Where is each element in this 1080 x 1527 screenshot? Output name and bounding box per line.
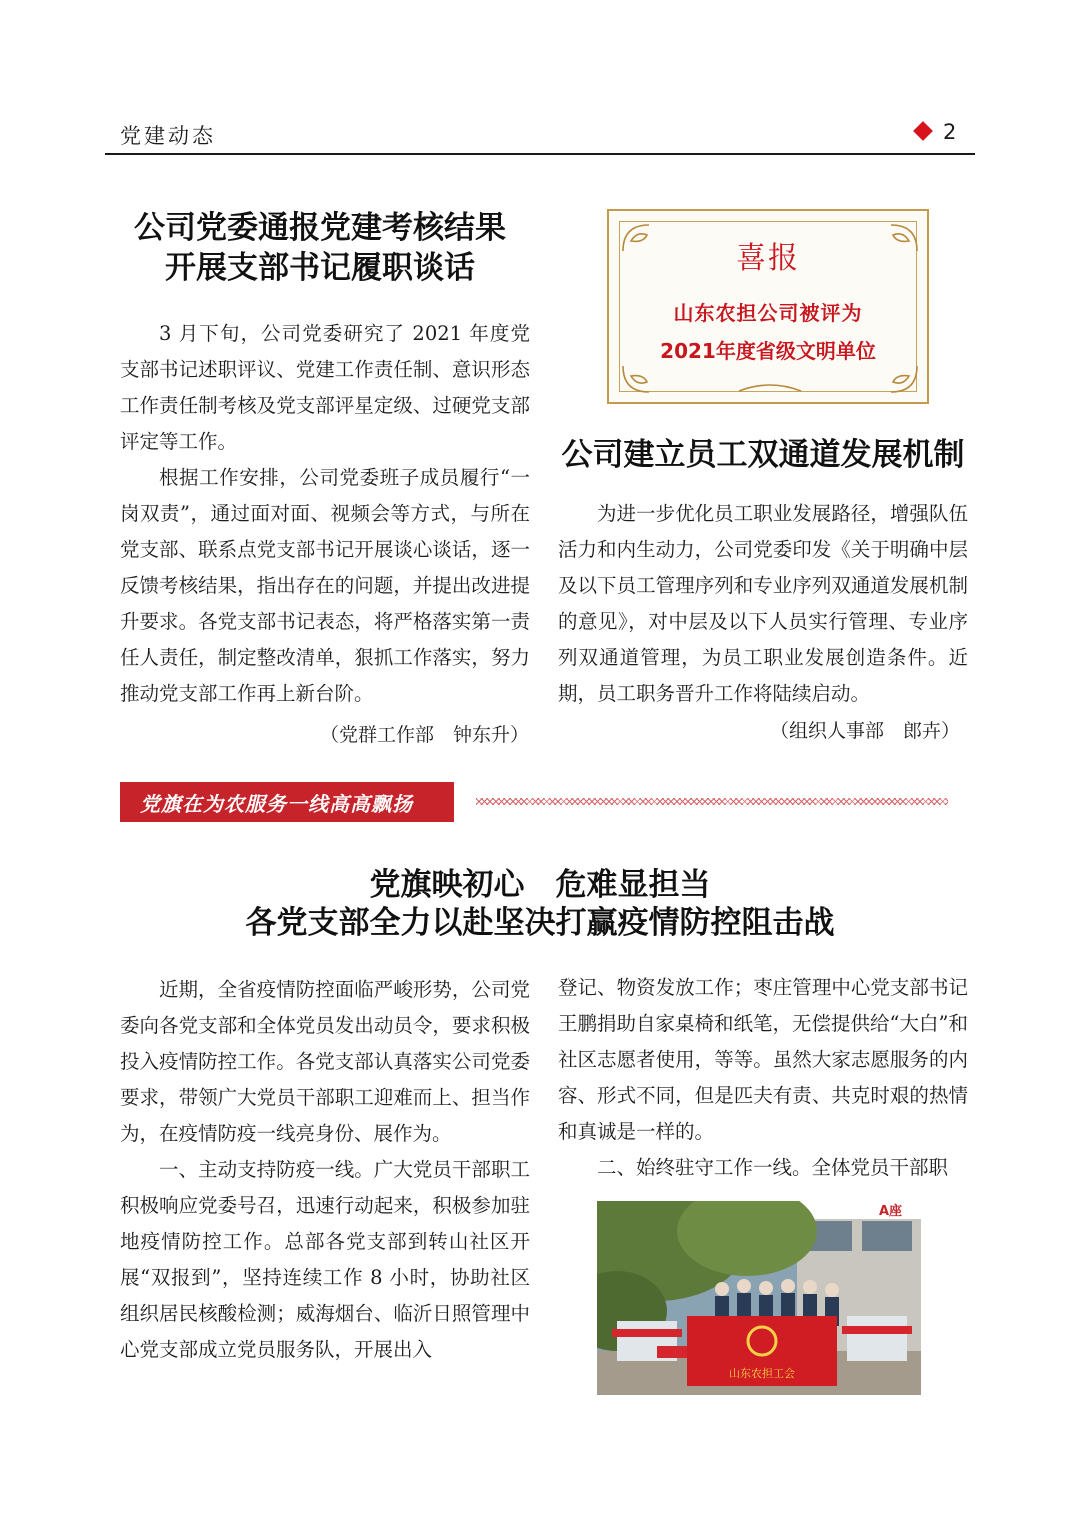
article1-body: [120, 316, 530, 712]
section-header-title: 党建动态: [120, 124, 216, 148]
volunteers-photo: [597, 1201, 921, 1395]
photo-banner-text: 山东农担工会: [729, 1367, 795, 1380]
certificate-line2: 2021年度省级文明单位: [660, 339, 876, 363]
article2-paragraph: 为进一步优化员工职业发展路径，增强队伍活力和内生动力，公司党委印发《关于明确中层及以下员工管理序列和专业序列双通道发展机制的意见》，对中层及以下人员实行管理、专业序列双通道管理，为员工职业发展创造条件。近期，员工职务晋升工作将陆续启动。: [558, 502, 968, 705]
article3-paragraph: 一、主动支持防疫一线。广大党员干部职工积极响应党委号召，迅速行动起来，积极参加驻地疫情防控工作。总部各党支部到转山社区开展“双报到”，坚持连续工作 8 小时，协助社区组织居民核酸检测；威海烟台、临沂日照管理中心党支部成立党员服务队，开展出入: [120, 1158, 530, 1361]
article3-paragraph: 近期，全省疫情防控面临严峻形势，公司党委向各党支部和全体党员发出动员令，要求积极投入疫情防控工作。各党支部认真落实公司党委要求，带领广大党员干部职工迎难而上、担当作为，在疫情防疫一线亮身份、展作为。: [120, 978, 530, 1145]
article1-paragraph: 3 月下旬，公司党委研究了 2021 年度党支部书记述职评议、党建工作责任制、意识形态工作责任制考核及党支部评星定级、过硬党支部评定等工作。: [120, 322, 530, 453]
section-banner-label: 党旗在为农服务一线高高飘扬: [140, 792, 413, 816]
article2-title: 公司建立员工双通道发展机制: [561, 437, 965, 473]
certificate-title: 喜报: [736, 241, 800, 276]
article3-title-line2: 各党支部全力以赴坚决打赢疫情防控阻击战: [245, 905, 835, 941]
certificate-image: [607, 209, 929, 404]
section-banner: [120, 782, 454, 822]
article1-signature: （党群工作部 钟东升）: [320, 724, 530, 746]
article3-title: [150, 866, 930, 942]
article3-right-column: [558, 970, 968, 1186]
header-rule: [105, 153, 975, 155]
article3-paragraph: 二、始终驻守工作一线。全体党员干部职: [597, 1156, 949, 1179]
page-number: 2: [943, 120, 957, 144]
certificate-line1: 山东农担公司被评为: [673, 301, 863, 325]
diamond-icon: [913, 121, 933, 141]
article3-paragraph-continued: 登记、物资发放工作；枣庄管理中心党支部书记王鹏捐助自家桌椅和纸笔，无偿提供给“大白”和社区志愿者使用，等等。虽然大家志愿服务的内容、形式不同，但是匹夫有责、共克时艰的热情和真诚是一样的。: [558, 976, 968, 1143]
banner-pattern-divider: [476, 798, 948, 805]
article1-paragraph: 根据工作安排，公司党委班子成员履行“一岗双责”，通过面对面、视频会等方式，与所在党支部、联系点党支部书记开展谈心谈话，逐一反馈考核结果，指出存在的问题，并提出改进提升要求。各党支部书记表态，将严格落实第一责任人责任，制定整改清单，狠抓工作落实，努力推动党支部工作再上新台阶。: [120, 466, 530, 705]
article3-left-column: [120, 972, 530, 1368]
article2-signature: （组织人事部 郎卉）: [770, 720, 961, 742]
article1-title-line2: 开展支部书记履职谈话: [165, 250, 475, 286]
photo-sign-text: A座: [879, 1204, 903, 1219]
article1-title-line1: 公司党委通报党建考核结果: [134, 210, 506, 246]
article1-title: [110, 208, 530, 288]
article3-title-line1: 党旗映初心 危难显担当: [369, 867, 711, 903]
photo-illustration: [597, 1201, 921, 1395]
article2-body: [558, 496, 968, 712]
